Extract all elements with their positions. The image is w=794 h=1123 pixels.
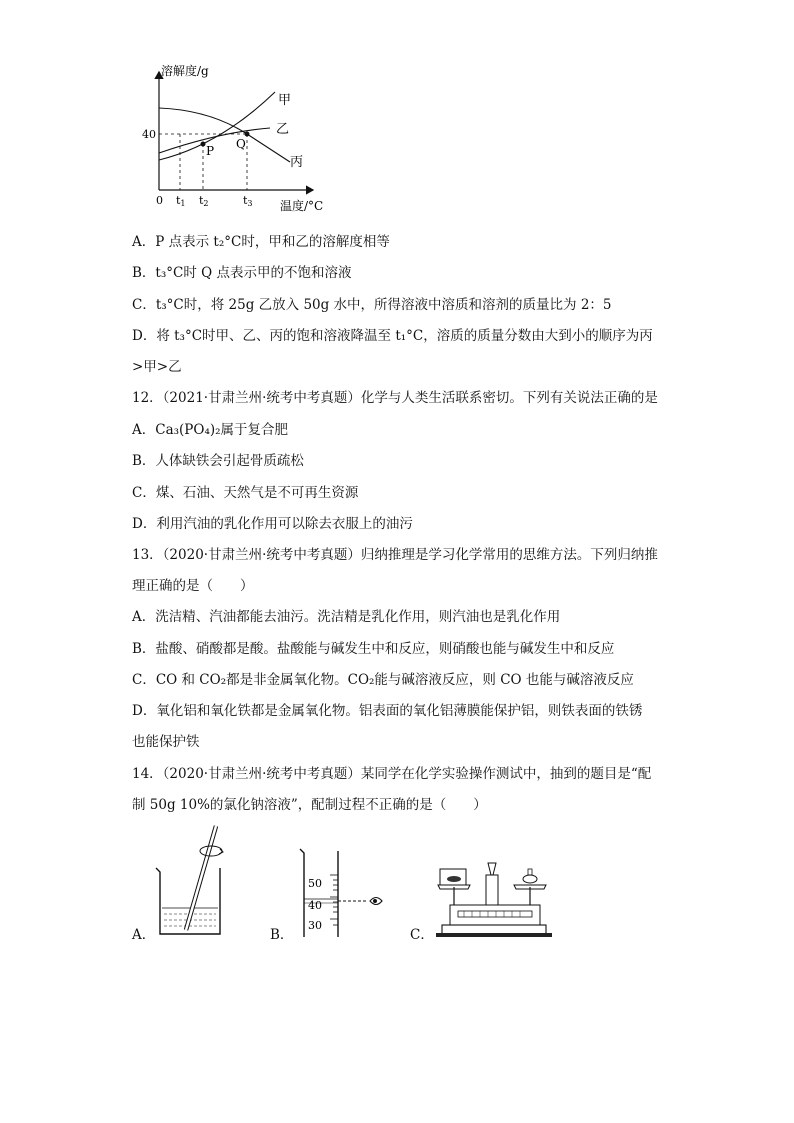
label-yi: 乙 xyxy=(276,122,290,137)
point-q xyxy=(245,132,250,137)
cylinder-tick-40: 40 xyxy=(308,899,322,912)
curve-jia xyxy=(159,92,275,160)
q12-stem: 12．（2021·甘肃兰州·统考中考真题）化学与人类生活联系密切。下列有关说法正确的是 xyxy=(132,390,658,406)
point-p xyxy=(201,142,206,147)
q13-stem-1: 13．（2020·甘肃兰州·统考中考真题）归纳推理是学习化学常用的思维方法。下列归纳推 xyxy=(132,547,658,563)
q11-option-b: B．t₃°C时 Q 点表示甲的不饱和溶液 xyxy=(132,265,352,281)
x-tick-t3: t3 xyxy=(243,194,253,208)
graduated-cylinder-figure xyxy=(290,845,400,940)
q13-stem-2: 理正确的是（ ） xyxy=(132,578,254,594)
q14-option-b-label: B． xyxy=(270,927,294,943)
q11-option-c: C．t₃°C时，将 25g 乙放入 50g 水中，所得溶液中溶质和溶剂的质量比为 2：5 xyxy=(132,297,612,313)
q13-option-a: A．洗洁精、汽油都能去油污。洗洁精是乳化作用，则汽油也是乳化作用 xyxy=(132,609,561,625)
q13-option-d: D．氧化铝和氧化铁都是金属氧化物。铝表面的氧化铝薄膜能保护铝，则铁表面的铁锈 xyxy=(132,703,643,719)
eye-icon xyxy=(370,898,382,905)
cylinder-tick-30: 30 xyxy=(308,919,322,932)
q13-option-d-cont: 也能保护铁 xyxy=(132,734,200,750)
label-bing: 丙 xyxy=(290,155,304,170)
beaker-stirring-figure xyxy=(150,822,230,942)
x-axis-label: 温度/°C xyxy=(280,199,324,213)
q14-stem-2: 制 50g 10%的氯化钠溶液”，配制过程不正确的是（ ） xyxy=(132,797,487,813)
x-tick-t1: t1 xyxy=(176,194,186,208)
label-jia: 甲 xyxy=(278,93,292,108)
q12-option-d: D．利用汽油的乳化作用可以除去衣服上的油污 xyxy=(132,516,413,532)
q14-stem-1: 14．（2020·甘肃兰州·统考中考真题）某同学在化学实验操作测试中，抽到的题目是“配 xyxy=(132,766,652,782)
q11-option-d-cont: >甲>乙 xyxy=(132,359,182,375)
curve-yi xyxy=(159,128,270,153)
y-tick-40: 40 xyxy=(142,128,156,141)
q12-option-c: C．煤、石油、天然气是不可再生资源 xyxy=(132,485,359,501)
balance-figure xyxy=(432,855,552,940)
q14-option-c-label: C． xyxy=(410,927,434,943)
q11-option-a: A．P 点表示 t₂°C时，甲和乙的溶解度相等 xyxy=(132,234,390,250)
origin-label: 0 xyxy=(156,194,163,207)
q12-option-a: A．Ca₃(PO₄)₂属于复合肥 xyxy=(132,422,289,438)
label-q: Q xyxy=(236,137,246,151)
y-axis-label: 溶解度/g xyxy=(161,64,209,78)
q11-option-d: D．将 t₃°C时甲、乙、丙的饱和溶液降温至 t₁°C，溶质的质量分数由大到小的顺序为丙 xyxy=(132,328,653,344)
q13-option-c: C．CO 和 CO₂都是非金属氧化物。CO₂能与碱溶液反应，则 CO 也能与碱溶液反应 xyxy=(132,672,634,688)
q13-option-b: B．盐酸、硝酸都是酸。盐酸能与碱发生中和反应，则硝酸也能与碱发生中和反应 xyxy=(132,641,615,657)
solubility-graph xyxy=(130,60,330,220)
label-p: P xyxy=(206,144,215,158)
x-tick-t2: t2 xyxy=(199,194,209,208)
q12-option-b: B．人体缺铁会引起骨质疏松 xyxy=(132,453,304,469)
cylinder-tick-50: 50 xyxy=(308,877,322,890)
q14-option-a-label: A． xyxy=(132,927,156,943)
